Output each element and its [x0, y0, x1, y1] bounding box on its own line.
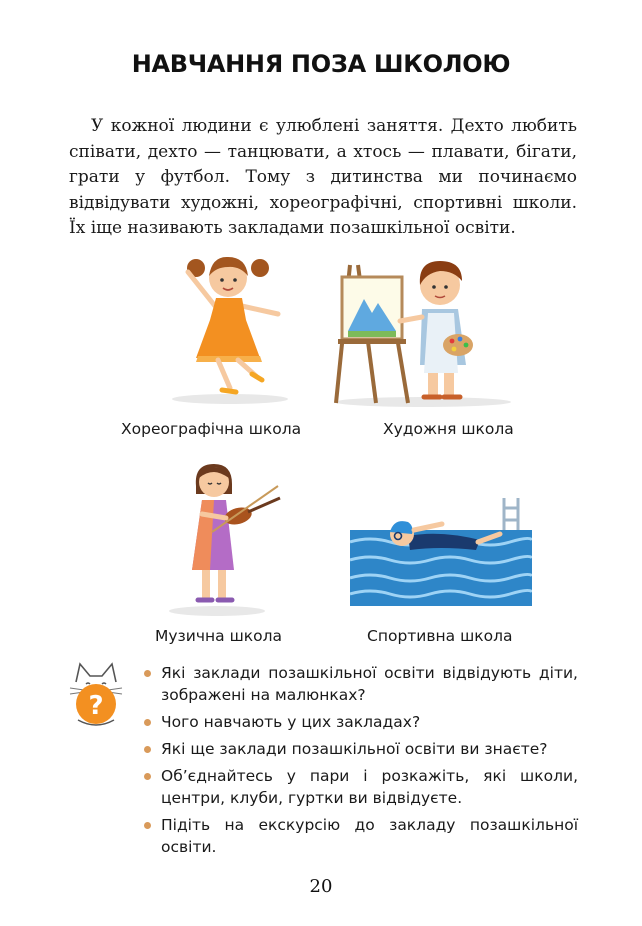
question-item: Які заклади позашкільної освіти відвідують діти, зображені на малюнках?	[143, 662, 578, 706]
svg-text:?: ?	[88, 691, 104, 721]
question-list	[143, 662, 578, 863]
dancing-girl-icon	[160, 248, 290, 408]
question-cat-icon	[66, 660, 126, 730]
violinist-girl-icon	[162, 458, 287, 618]
page-title: НАВЧАННЯ ПОЗА ШКОЛОЮ	[131, 50, 511, 78]
question-item: Підіть на екскурсію до закладу позашкільної освіти.	[143, 814, 578, 858]
caption-choreography: Хореографічна школа	[121, 420, 302, 438]
page-number: 20	[309, 876, 333, 897]
painter-boy-icon	[328, 255, 518, 410]
question-item: Чого навчають у цих закладах?	[143, 711, 578, 733]
caption-sport: Спортивна школа	[367, 627, 513, 645]
caption-art: Художня школа	[383, 420, 514, 438]
swimmer-icon	[350, 494, 532, 606]
question-item: Які ще заклади позашкільної освіти ви знаєте?	[143, 738, 578, 760]
intro-paragraph: У кожної людини є улюблені заняття. Дехто любить співати, дехто — танцювати, а хтось — плавати, бігати, грати у футбол. Тому з дитинства ми починаємо відвідувати художні, хореографічні, спортивні школи. Їх іще називають закладами позашкільної освіти.	[69, 116, 577, 238]
caption-music: Музична школа	[155, 627, 283, 645]
question-item: Об’єднайтесь у пари і розкажіть, які школи, центри, клуби, гуртки ви відвідуєте.	[143, 765, 578, 809]
